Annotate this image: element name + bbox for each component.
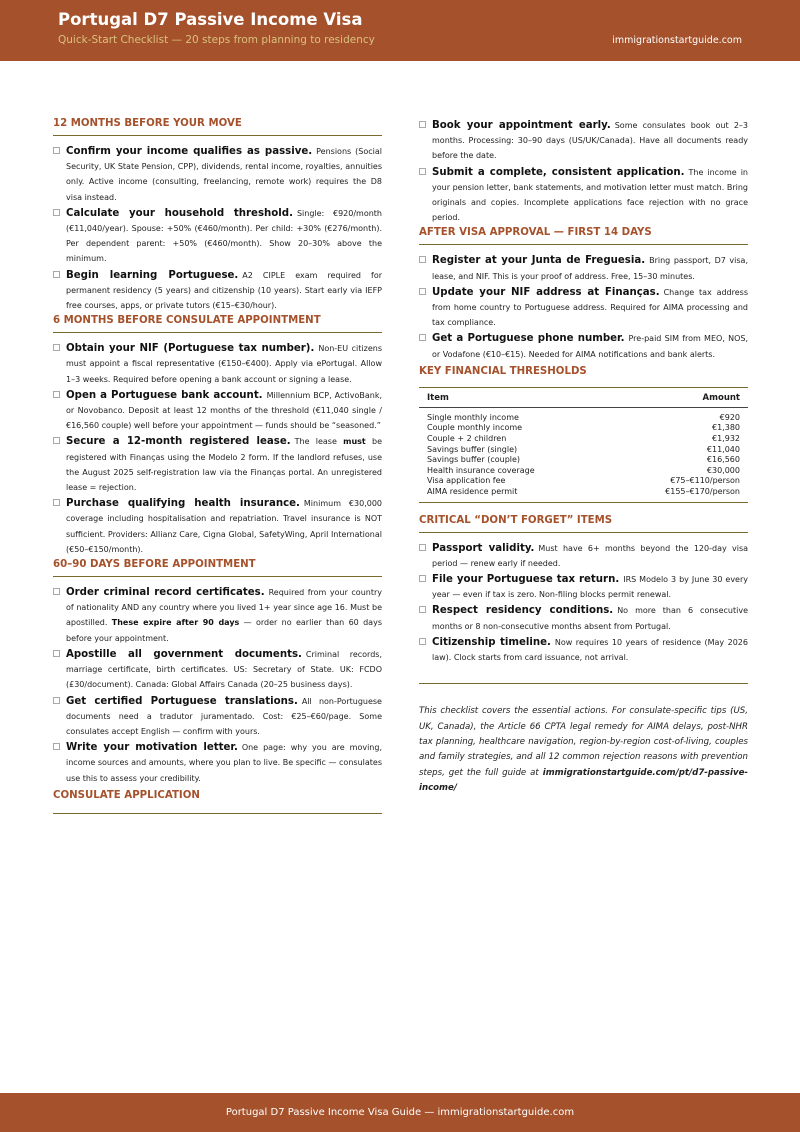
item-emphasis: must <box>343 437 366 447</box>
checkbox-icon[interactable] <box>419 606 426 613</box>
left-column <box>53 118 382 814</box>
table-cell-item: Savings buffer (couple) <box>427 455 521 465</box>
item-text: be registered with Finanças using the Modelo 2 form. If the landlord refuses, use the August 2025 self-registration law via the Finanças portal. An unregistered lease = rejection. <box>66 437 382 493</box>
section-divider <box>419 683 748 684</box>
checkbox-icon[interactable] <box>53 743 60 750</box>
table-header-row <box>419 387 748 407</box>
table-cell-amount: €1,380 <box>712 423 740 433</box>
item-title: Citizenship timeline. <box>432 636 551 648</box>
table-row <box>419 487 748 502</box>
table-cell-amount: €155–€170/person <box>665 487 740 496</box>
section-heading-12-months: 12 MONTHS BEFORE YOUR MOVE <box>53 118 382 136</box>
table-row <box>419 466 748 477</box>
item-text: Criminal records, marriage certificate, birth certificates. US: Secretary of State. UK: FCDO (£30/document). Canada: Global Affairs Canada (20–25 business days). <box>66 649 382 690</box>
item-text: Bring passport, D7 visa, lease, and NIF. This is your proof of address. Free, 15–30 minutes. <box>432 256 748 281</box>
item-title: Secure a 12-month registered lease. <box>66 436 291 448</box>
checklist-item <box>419 541 748 571</box>
checklist-item <box>419 165 748 226</box>
closing-text: This checklist covers the essential actions. For consulate-specific tips (US, UK, Canada), the Article 66 CPTA legal remedy for AIMA delays, post-NHR tax planning, healthcare navigation, region-by-region cost-of-living, couples and family strategies, and all 12 common rejection reasons with prevention steps, get the full guide at <box>419 706 748 778</box>
item-text: The income in your pension letter, bank statements, and motivation letter must match. Bring originals and copies. Incomplete applications face rejection with no grace period. <box>432 167 748 223</box>
item-text: The lease <box>294 437 344 447</box>
item-title: Calculate your household threshold. <box>66 207 293 219</box>
item-title: Begin learning Portuguese. <box>66 269 239 281</box>
item-title: Apostille all government documents. <box>66 648 302 660</box>
item-text: Single: €920/month (€11,040/year). Spouse: +50% (€460/month). Per child: +30% (€276/month). Per dependent parent: +50% (€460/month). Show 20–30% above the minimum. <box>66 208 382 264</box>
item-title: Submit a complete, consistent application. <box>432 166 685 178</box>
item-text: Minimum €30,000 coverage including hospitalisation and repatriation. Travel insurance is NOT sufficient. Providers: Allianz Care, Cigna Global, SafetyWing, April International (€50–€150/month). <box>66 499 382 554</box>
section-heading-60-90-days: 60–90 DAYS BEFORE APPOINTMENT <box>53 559 382 577</box>
table-cell-amount: €75–€110/person <box>670 476 740 486</box>
table-cell-amount: €920 <box>719 412 740 422</box>
checkbox-icon[interactable] <box>53 271 60 278</box>
section-divider <box>53 813 382 814</box>
table-cell-amount: €11,040 <box>706 444 740 454</box>
checkbox-icon[interactable] <box>53 147 60 154</box>
table-cell-item: AIMA residence permit <box>427 487 518 496</box>
checkbox-icon[interactable] <box>419 168 426 175</box>
item-title: Obtain your NIF (Portuguese tax number). <box>66 343 315 355</box>
checklist-item <box>53 268 382 314</box>
item-text: Pensions (Social Security, UK State Pension, CPP), dividends, rental income, royalties, annuities only. Active income (consulting, freelancing, remote work) requires the D8 visa instead. <box>66 147 382 202</box>
closing-note <box>419 704 748 796</box>
checkbox-icon[interactable] <box>53 391 60 398</box>
section-heading-after-approval: AFTER VISA APPROVAL — FIRST 14 DAYS <box>419 227 748 245</box>
financial-thresholds-table <box>419 387 748 503</box>
guide-link[interactable]: immigrationstartguide.com/pt/d7-passive-income/ <box>419 767 748 794</box>
item-text: All non-Portuguese documents need a tradutor juramentado. Cost: €25–€60/page. Some consulates accept English — confirm with yours. <box>66 696 382 736</box>
checkbox-icon[interactable] <box>419 334 426 341</box>
table-cell-amount: €1,932 <box>712 434 740 444</box>
item-text: No more than 6 consecutive months or 8 non-consecutive months absent from Portugal. <box>432 606 748 631</box>
item-text: Non-EU citizens must appoint a fiscal representative (€150–€400). Apply via ePortugal. Allow 1–3 weeks. Required before opening a bank account or signing a lease. <box>66 344 382 384</box>
item-title: Book your appointment early. <box>432 120 611 131</box>
section-heading-6-months: 6 MONTHS BEFORE CONSULATE APPOINTMENT <box>53 315 382 333</box>
checkbox-icon[interactable] <box>419 256 426 263</box>
checkbox-icon[interactable] <box>53 344 60 351</box>
section-heading-financial: KEY FINANCIAL THRESHOLDS <box>419 365 587 377</box>
table-row <box>419 423 748 434</box>
item-title: Register at your Junta de Freguesia. <box>432 255 646 267</box>
item-title: Passport validity. <box>432 542 535 554</box>
table-cell-item: Health insurance coverage <box>427 465 535 475</box>
item-text: One page: why you are moving, income sources and amounts, where you plan to live. Be specific — consulates use this to assess your credibility. <box>66 743 382 783</box>
item-title: Get certified Portuguese translations. <box>66 695 298 707</box>
item-text: Millennium BCP, ActivoBank, or Novobanco. Deposit at least 12 months of the threshold (€11,040 single / €16,560 couple) well before your appointment — funds should be “seasoned.” <box>66 390 382 431</box>
item-title: Write your motivation letter. <box>66 742 238 754</box>
checklist-item <box>419 331 748 361</box>
checklist-item <box>53 740 382 786</box>
checkbox-icon[interactable] <box>53 209 60 216</box>
checklist-item <box>53 144 382 205</box>
checklist-item <box>53 388 382 434</box>
item-title: File your Portuguese tax return. <box>432 574 620 585</box>
item-text: A2 CIPLE exam required for permanent residency (5 years) and citizenship (10 years). Start early via IEFP free courses, apps, or private tutors (€15–€30/hour). <box>66 270 383 311</box>
checklist-item <box>53 434 382 495</box>
checkbox-icon[interactable] <box>419 575 426 582</box>
item-text: Pre-paid SIM from MEO, NOS, or Vodafone (€10–€15). Needed for AIMA notifications and bank alerts. <box>432 334 748 359</box>
table-cell-amount: €30,000 <box>706 465 740 475</box>
header-site-link[interactable]: immigrationstartguide.com <box>612 35 742 46</box>
checklist-item <box>53 585 382 646</box>
checkbox-icon[interactable] <box>419 288 426 295</box>
item-title: Confirm your income qualifies as passive. <box>66 146 313 157</box>
checkbox-icon[interactable] <box>53 650 60 657</box>
item-title: Open a Portuguese bank account. <box>66 389 263 401</box>
item-text: Some consulates book out 2–3 months. Processing: 30–90 days (US/UK/Canada). Have all documents ready before the date. <box>432 121 748 161</box>
checklist-item <box>53 341 382 387</box>
right-column <box>419 118 748 797</box>
checkbox-icon[interactable] <box>419 121 426 128</box>
table-cell-amount: €16,560 <box>706 455 740 465</box>
table-row <box>419 455 748 466</box>
table-cell-item: Visa application fee <box>427 476 506 486</box>
column-header-amount: Amount <box>609 387 748 407</box>
item-text: Now requires 10 years of residence (May 2026 law). Clock starts from card issuance, not arrival. <box>432 637 748 663</box>
checklist-item <box>53 647 382 693</box>
table-row <box>419 407 748 423</box>
page-title: Portugal D7 Passive Income Visa <box>58 10 363 29</box>
item-title: Update your NIF address at Finanças. <box>432 286 660 298</box>
table-cell-item: Single monthly income <box>427 412 519 422</box>
table-row <box>419 476 748 487</box>
table-cell-item: Couple monthly income <box>427 423 523 433</box>
item-text: IRS Modelo 3 by June 30 every year — even if tax is zero. Non-filing blocks permit renewal. <box>432 575 748 600</box>
table-row <box>419 434 748 445</box>
checklist-item <box>419 603 748 633</box>
item-title: Respect residency conditions. <box>432 605 614 617</box>
item-text: Must have 6+ months beyond the 120-day visa period — renew early if needed. <box>432 543 749 568</box>
item-text: Required from your country of nationality AND any country where you lived 1+ year since age 16. Must be apostilled. <box>66 588 382 628</box>
checkbox-icon[interactable] <box>53 588 60 595</box>
checklist-item <box>53 496 382 557</box>
checklist-item <box>53 694 382 740</box>
checkbox-icon[interactable] <box>419 638 426 645</box>
item-title: Purchase qualifying health insurance. <box>66 498 300 510</box>
item-title: Order criminal record certificates. <box>66 587 265 599</box>
checklist-item <box>419 572 748 602</box>
page-footer: Portugal D7 Passive Income Visa Guide — immigrationstartguide.com <box>0 1093 800 1132</box>
checklist-item <box>53 206 382 267</box>
table-cell-item: Couple + 2 children <box>427 434 507 444</box>
checklist-item <box>419 285 748 331</box>
checkbox-icon[interactable] <box>53 697 60 704</box>
checkbox-icon[interactable] <box>419 544 426 551</box>
checkbox-icon[interactable] <box>53 437 60 444</box>
checklist-item <box>419 635 748 665</box>
checklist-item <box>419 118 748 164</box>
item-text: — order no earlier than 60 days before your appointment. <box>66 618 382 643</box>
section-heading-critical: CRITICAL “DON’T FORGET” ITEMS <box>419 515 748 533</box>
checklist-item <box>419 253 748 283</box>
item-title: Get a Portuguese phone number. <box>432 333 625 345</box>
table-row <box>419 445 748 456</box>
column-header-item: Item <box>419 387 609 407</box>
page-subtitle: Quick-Start Checklist — 20 steps from planning to residency <box>58 34 375 46</box>
item-text: Change tax address from home country to Portuguese address. Required for AIMA processing and tax compliance. <box>432 287 748 328</box>
section-heading-consulate: CONSULATE APPLICATION <box>53 789 200 801</box>
table-cell-item: Savings buffer (single) <box>427 444 518 454</box>
checkbox-icon[interactable] <box>53 499 60 506</box>
page-header <box>0 0 800 61</box>
item-emphasis: These expire after 90 days <box>111 618 240 628</box>
